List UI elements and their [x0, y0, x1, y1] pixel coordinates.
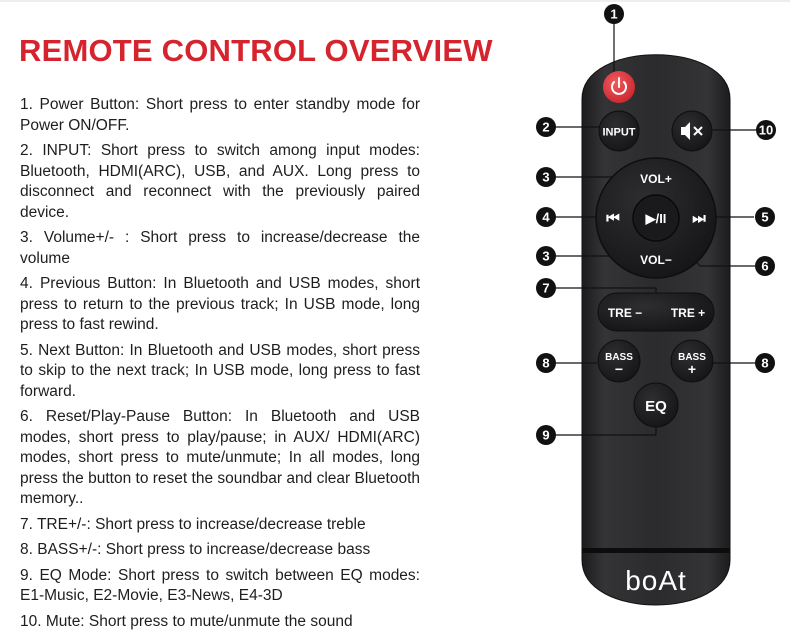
volume-up-button[interactable]: VOL+ — [640, 172, 672, 186]
previous-icon[interactable]: ⏮ — [606, 210, 620, 227]
callout-9: 9 — [542, 427, 550, 443]
play-pause-icon: ▶/II — [645, 211, 667, 226]
callout-10: 10 — [758, 122, 774, 138]
treble-up-button[interactable]: TRE + — [670, 306, 706, 320]
next-icon[interactable]: ⏭ — [692, 210, 706, 227]
callout-6: 6 — [761, 258, 769, 274]
callout-8-right: 8 — [761, 355, 769, 371]
mute-button[interactable] — [672, 111, 712, 151]
description-bass: 8. BASS+/-: Short press to increase/decrease bass — [20, 541, 371, 558]
callout-8-left: 8 — [542, 355, 550, 371]
callout-7: 7 — [542, 280, 550, 296]
bass-down-label: BASS — [605, 352, 633, 363]
callout-5: 5 — [761, 209, 769, 225]
description-volume: 3. Volume+/- : Short press to increase/decrease the volume — [20, 229, 420, 267]
bass-up-sign: + — [687, 361, 697, 377]
callout-3-vol-up: 3 — [542, 169, 550, 185]
description-next: 5. Next Button: In Bluetooth and USB modes, short press to skip to the next track; In USB mode, long press to fast forward. — [20, 341, 420, 400]
bass-up-label: BASS — [678, 352, 706, 363]
description-play-pause: 6. Reset/Play-Pause Button: In Bluetooth and USB modes, short press to play/pause; in AUX/ HDMI(ARC) modes, short press to mute/unmute; In all modes, long press the button to reset the soundbar and clear Bluetooth memory.. — [20, 408, 420, 507]
description-previous: 4. Previous Button: In Bluetooth and USB modes, short press to return to the previous track; In USB mode, long press to fast rewind. — [20, 275, 420, 333]
remote-divider-stripe — [582, 548, 730, 553]
description-power: 1. Power Button: Short press to enter standby mode for Power ON/OFF. — [20, 96, 420, 134]
callout-2: 2 — [542, 119, 550, 135]
description-eq: 9. EQ Mode: Short press to switch between EQ modes: E1-Music, E2-Movie, E3-News, E4-3D — [20, 566, 420, 604]
brand-logo: boAt — [625, 565, 687, 596]
callout-3-vol-down: 3 — [542, 248, 550, 264]
callout-1: 1 — [610, 6, 618, 22]
description-input: 2. INPUT: Short press to switch among input modes: Bluetooth, HDMI(ARC), USB, and AUX. Long press to disconnect and reconnect with the previously paired device. — [20, 142, 420, 221]
callout-4: 4 — [542, 209, 550, 225]
description-treble: 7. TRE+/-: Short press to increase/decrease treble — [20, 515, 366, 533]
bass-down-sign: − — [614, 361, 624, 377]
eq-button-label: EQ — [645, 398, 667, 415]
description-mute: 10. Mute: Short press to mute/unmute the sound — [20, 612, 353, 630]
input-button-label: INPUT — [602, 126, 636, 139]
treble-down-button[interactable]: TRE − — [607, 306, 643, 320]
volume-down-button[interactable]: VOL− — [640, 253, 672, 267]
page-title: REMOTE CONTROL OVERVIEW — [19, 33, 493, 68]
